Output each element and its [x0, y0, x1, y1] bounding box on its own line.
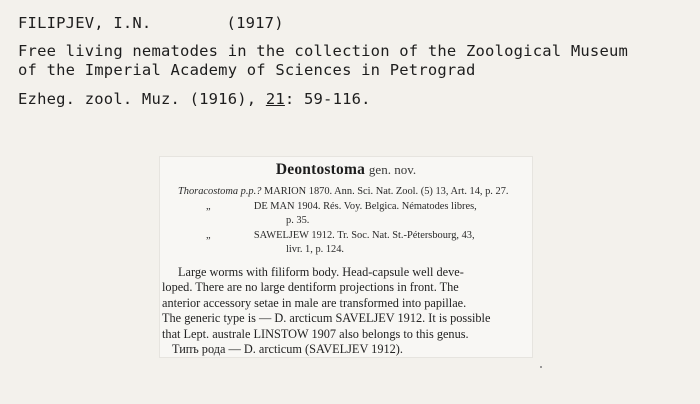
title-line-2: of the Imperial Academy of Sciences in Petrograd: [18, 61, 476, 79]
description-line: that Lept. australe LINSTOW 1907 also belongs to this genus.: [162, 326, 469, 341]
description-line: anterior accessory setae in male are transformed into papillae.: [162, 295, 467, 310]
synonym-line: livr. 1, p. 124.: [286, 244, 345, 255]
synonym-line: Thoracostoma p.p.? MARION 1870. Ann. Sci. Nat. Zool. (5) 13, Art. 14, p. 27.: [178, 186, 509, 197]
title-line-1: Free living nematodes in the collection of the Zoological Museum: [18, 42, 629, 60]
synonym-line: p. 35.: [286, 215, 310, 226]
pasted-clipping: [160, 157, 532, 357]
description-line: Large worms with filiform body. Head-capsule well deve-: [178, 265, 464, 279]
genus-description: [162, 265, 528, 357]
author-line: [18, 14, 284, 32]
synonym-line: „ SAWELJEW 1912. Tr. Soc. Nat. St.-Pétersbourg, 43,: [206, 230, 475, 241]
description-line: The generic type is — D. arcticum SAVELJEV 1912. It is possible: [162, 311, 491, 326]
description-line: loped. There are no large dentiform projections in front. The: [162, 280, 459, 295]
journal-volume: 21: [265, 90, 285, 108]
description-line: Типъ рода — D. arcticum (SAVELJEV 1912).: [172, 342, 403, 357]
author-name: FILIPJEV, I.N.: [18, 14, 152, 32]
genus-status: gen. nov.: [368, 162, 417, 177]
journal-name: Ezheg. zool. Muz. (1916),: [18, 90, 257, 108]
journal-pages: : 59-116.: [284, 90, 371, 108]
genus-heading: [160, 161, 532, 179]
synonym-line: „ DE MAN 1904. Rés. Voy. Belgica. Nématodes libres,: [206, 201, 477, 212]
speck: [540, 366, 542, 368]
publication-year: (1917): [226, 14, 284, 32]
genus-name: Deontostoma: [275, 161, 366, 178]
journal-citation: [18, 90, 371, 108]
